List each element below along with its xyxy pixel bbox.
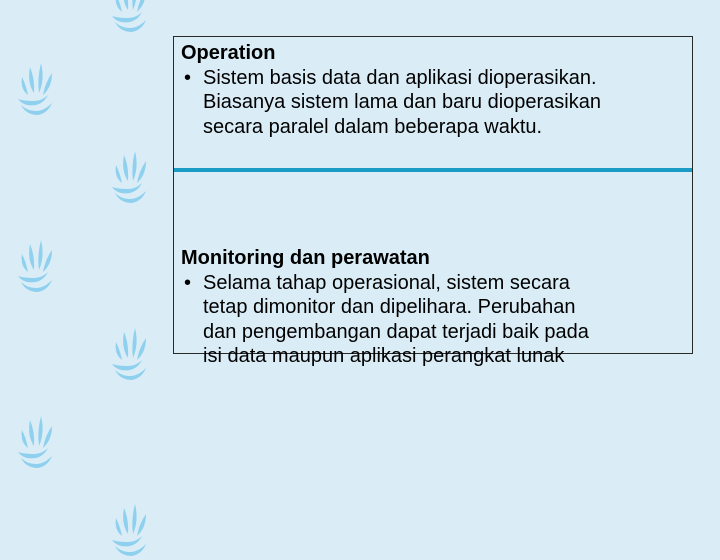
operation-heading: Operation [181, 42, 276, 64]
operation-section [181, 41, 601, 139]
monitoring-heading: Monitoring dan perawatan [181, 247, 430, 269]
leaf-sprig-icon [108, 320, 152, 384]
leaf-sprig-icon [14, 408, 58, 472]
leaf-sprig-icon [108, 496, 152, 560]
leaf-sprig-icon [14, 232, 58, 296]
bullet-dot: • [184, 271, 192, 294]
operation-bullet-text: Sistem basis data dan aplikasi dioperasikan. Biasanya sistem lama dan baru dioperasikan secara paralel dalam beberapa waktu. [203, 66, 601, 138]
leaf-sprig-icon [108, 143, 152, 207]
monitoring-bullet [181, 271, 589, 369]
bullet-dot: • [184, 66, 192, 89]
section-divider [174, 168, 692, 172]
monitoring-bullet-text: Selama tahap operasional, sistem secara tetap dimonitor dan dipelihara. Perubahan dan pengembangan dapat terjadi baik pada isi data maupun aplikasi perangkat lunak [203, 271, 589, 367]
leaf-sprig-icon [14, 55, 58, 119]
operation-bullet [181, 66, 601, 140]
leaf-sprig-icon [108, 0, 152, 36]
monitoring-section [181, 246, 589, 369]
